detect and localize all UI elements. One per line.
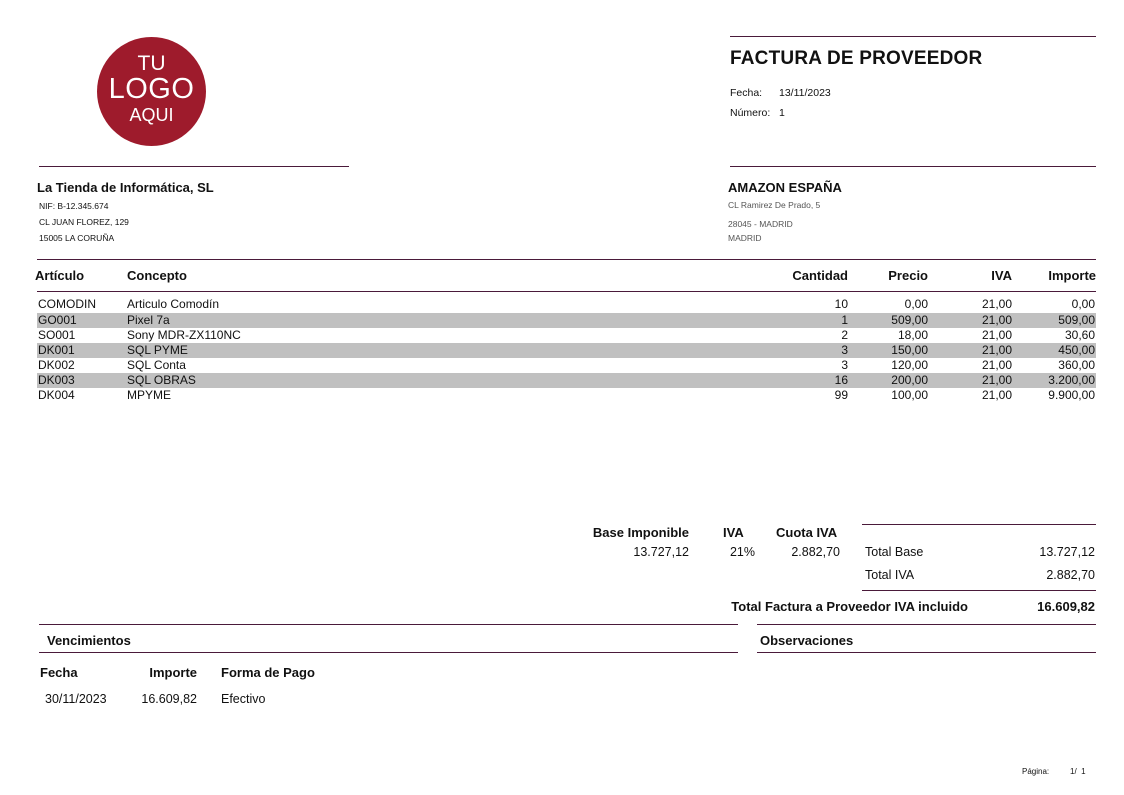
observaciones-divider-top <box>757 624 1096 625</box>
cell-articulo: DK001 <box>38 343 75 357</box>
cell-precio: 18,00 <box>897 328 928 342</box>
cell-precio: 0,00 <box>904 297 928 311</box>
col-header-cantidad: Cantidad <box>792 268 848 283</box>
invoice-title: FACTURA DE PROVEEDOR <box>730 48 983 69</box>
vencimientos-divider-bottom <box>39 652 738 653</box>
fecha-label: Fecha: <box>730 87 763 99</box>
observaciones-title: Observaciones <box>760 633 854 648</box>
vencimientos-divider-top <box>39 624 738 625</box>
cell-articulo: DK003 <box>38 373 75 387</box>
cell-concepto: Sony MDR-ZX110NC <box>127 328 241 342</box>
cell-cantidad: 99 <box>834 388 848 402</box>
base-imponible-value: 13.727,12 <box>633 545 689 559</box>
company-name: La Tienda de Informática, SL <box>37 180 214 195</box>
cell-articulo: GO001 <box>38 313 77 327</box>
cell-concepto: Articulo Comodín <box>127 297 220 311</box>
cell-articulo: SO001 <box>38 328 76 342</box>
supplier-name: AMAZON ESPAÑA <box>728 180 842 195</box>
cell-precio: 150,00 <box>891 343 928 357</box>
cell-importe: 0,00 <box>1071 297 1095 311</box>
cell-iva: 21,00 <box>981 358 1012 372</box>
table-row <box>37 343 1096 358</box>
venc-fecha-label: Fecha <box>40 665 78 680</box>
total-base-value: 13.727,12 <box>1039 545 1095 559</box>
cell-cantidad: 3 <box>841 343 848 357</box>
cell-importe: 9.900,00 <box>1048 388 1095 402</box>
cell-cantidad: 10 <box>834 297 848 311</box>
logo-line-2: LOGO <box>108 73 195 105</box>
cell-concepto: Pixel 7a <box>127 313 170 327</box>
cell-importe: 509,00 <box>1058 313 1095 327</box>
pagina-value: 1/ 1 <box>1070 767 1086 776</box>
cell-cantidad: 16 <box>834 373 848 387</box>
table-divider-top <box>37 259 1096 260</box>
cell-articulo: COMODIN <box>38 297 96 311</box>
venc-fecha-value: 30/11/2023 <box>45 692 107 706</box>
cell-concepto: SQL Conta <box>127 358 186 372</box>
cell-iva: 21,00 <box>981 328 1012 342</box>
company-divider <box>39 166 349 167</box>
iva-value: 21% <box>729 545 755 559</box>
cell-precio: 120,00 <box>891 358 928 372</box>
supplier-divider <box>730 166 1096 167</box>
col-header-concepto: Concepto <box>127 268 187 283</box>
supplier-city: 28045 - MADRID <box>728 219 793 229</box>
cell-concepto: MPYME <box>127 388 172 402</box>
total-iva-value: 2.882,70 <box>1046 568 1095 582</box>
table-row <box>37 313 1096 328</box>
company-logo <box>97 37 206 146</box>
vencimientos-title: Vencimientos <box>47 633 131 648</box>
cell-cantidad: 3 <box>841 358 848 372</box>
cell-importe: 360,00 <box>1058 358 1095 372</box>
table-row <box>37 388 1096 403</box>
header-divider-top <box>730 36 1096 37</box>
total-base-label: Total Base <box>865 545 924 559</box>
cell-precio: 100,00 <box>891 388 928 402</box>
cell-importe: 3.200,00 <box>1048 373 1095 387</box>
cell-iva: 21,00 <box>981 313 1012 327</box>
venc-importe-label: Importe <box>149 665 197 680</box>
total-factura-value: 16.609,82 <box>1037 599 1095 614</box>
cell-iva: 21,00 <box>981 388 1012 402</box>
numero-value: 1 <box>779 107 785 119</box>
cell-precio: 509,00 <box>891 313 928 327</box>
total-iva-label: Total IVA <box>865 568 915 582</box>
cell-concepto: SQL OBRAS <box>127 373 196 387</box>
total-factura-label: Total Factura a Proveedor IVA incluido <box>731 599 968 614</box>
pagina-label: Página: <box>1022 767 1050 776</box>
cell-importe: 30,60 <box>1064 328 1095 342</box>
cell-iva: 21,00 <box>981 297 1012 311</box>
logo-line-1: TU <box>137 52 166 75</box>
col-header-importe: Importe <box>1048 268 1096 283</box>
venc-forma-value: Efectivo <box>221 692 266 706</box>
col-header-iva: IVA <box>991 268 1012 283</box>
logo-line-3: AQUI <box>129 105 174 125</box>
cell-articulo: DK002 <box>38 358 75 372</box>
cuota-iva-value: 2.882,70 <box>791 545 840 559</box>
table-row <box>37 358 1096 373</box>
table-header-divider <box>37 291 1096 292</box>
cell-importe: 450,00 <box>1058 343 1095 357</box>
supplier-province: MADRID <box>728 233 762 243</box>
numero-label: Número: <box>730 107 771 119</box>
table-row <box>37 373 1096 388</box>
cuota-iva-label: Cuota IVA <box>776 525 838 540</box>
cell-precio: 200,00 <box>891 373 928 387</box>
cell-iva: 21,00 <box>981 373 1012 387</box>
table-row <box>37 328 1096 343</box>
base-imponible-label: Base Imponible <box>592 525 689 540</box>
supplier-address: CL Ramirez De Prado, 5 <box>728 200 821 210</box>
cell-concepto: SQL PYME <box>127 343 188 357</box>
cell-cantidad: 2 <box>841 328 848 342</box>
observaciones-divider-bottom <box>757 652 1096 653</box>
col-header-articulo: Artículo <box>35 268 85 283</box>
totals-divider-top <box>862 524 1096 525</box>
table-row <box>37 297 1096 312</box>
company-city: 15005 LA CORUÑA <box>39 233 115 243</box>
company-nif: NIF: B-12.345.674 <box>39 201 109 211</box>
cell-iva: 21,00 <box>981 343 1012 357</box>
venc-forma-label: Forma de Pago <box>221 665 315 680</box>
cell-cantidad: 1 <box>841 313 848 327</box>
venc-importe-value: 16.609,82 <box>141 692 197 706</box>
fecha-value: 13/11/2023 <box>779 87 831 99</box>
iva-label: IVA <box>723 525 744 540</box>
cell-articulo: DK004 <box>38 388 75 402</box>
totals-divider-bottom <box>862 590 1096 591</box>
col-header-precio: Precio <box>888 268 928 283</box>
company-address: CL JUAN FLOREZ, 129 <box>39 217 129 227</box>
